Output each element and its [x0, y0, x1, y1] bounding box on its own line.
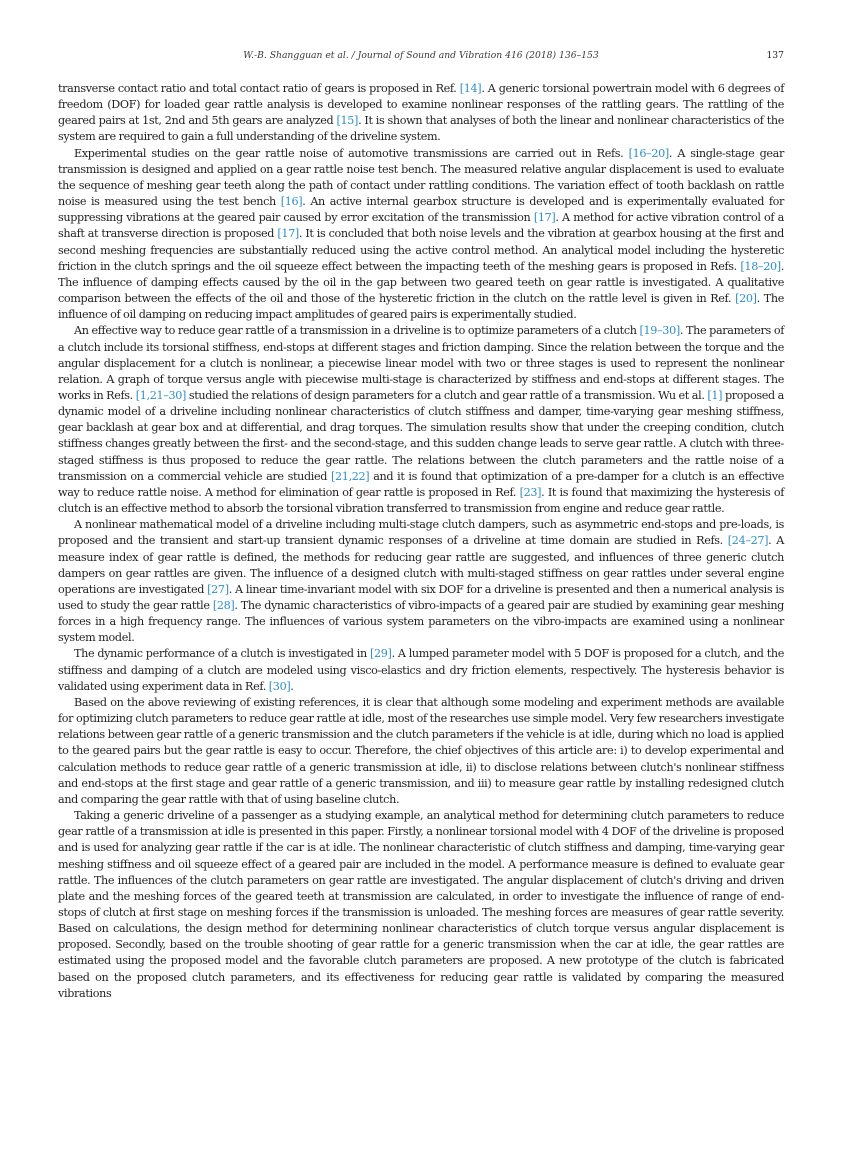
citation-link[interactable]: [30] — [268, 679, 291, 693]
citation-link[interactable]: [17] — [277, 227, 299, 241]
citation-link[interactable]: [20] — [735, 292, 757, 306]
paragraph — [58, 695, 784, 808]
text-run: . A linear time-invariant model with six DOF for a driveline is presented and then a numerical analysis is used to study the gear rattle — [58, 582, 784, 612]
text-run: and it is found that optimization of a pre-damper for a clutch is an effective way to reduce rattle noise. A method for elimination of gear rattle is proposed in Ref. — [58, 469, 785, 499]
citation-link[interactable]: [23] — [519, 485, 542, 499]
text-run: . A method for active vibration control of a shaft at transverse direction is proposed — [58, 211, 784, 241]
text-run: The dynamic performance of a clutch is investigated in — [74, 647, 370, 661]
page — [58, 50, 784, 1002]
text-run: . The parameters of a clutch include its torsional stiffness, end-stops at different stages and friction damping. Since the relation between the torque and the angular displacement for a clutch is nonlinear, a piecewise linear model with two or three stages is used to represent the nonlinear relation. A graph of torque versus angle with piecewise multi-stage is characterized by stiffness and end-stops at different stages. The works in Refs. — [58, 324, 785, 402]
citation-link[interactable]: [14] — [459, 82, 482, 95]
text-run: proposed a dynamic model of a driveline including nonlinear characteristics of clutch stiffness and damper, time-varying gear meshing stiffness, gear backlash at gear box and at differential, and drag torques. The simulation results show that under the creeping condition, clutch stiffness changes greatly between the first- and the second-stage, and this sudden change leads to serve gear rattle. A clutch with three-staged stiffness is thus proposed to reduce the gear rattle. The relations between the clutch parameters and the rattle noise of a transmission on a commercial vehicle are studied — [58, 388, 784, 483]
text-run: studied the relations of design parameters for a clutch and gear rattle of a transmission. Wu et al. — [186, 388, 708, 402]
citation-link[interactable]: [17] — [533, 211, 556, 225]
citation-link[interactable]: [28] — [212, 599, 235, 612]
text-run: . It is concluded that both noise levels and the vibration at gearbox housing at the first and second meshing frequencies are substantially reduced using the active control method. An analytical model including the hysteretic friction in the clutch springs and the oil squeeze effect between the impacting teeth of the meshing gears is proposed in Refs. — [58, 227, 784, 273]
text-run: Experimental studies on the gear rattle noise of automotive transmissions are carried out in Refs. — [74, 146, 629, 160]
page-number: 137 — [766, 50, 784, 61]
text-run: . — [290, 679, 294, 693]
text-run: . An active internal gearbox structure is developed and is experimentally evaluated for suppressing vibrations at the geared pair caused by error excitation of the transmission — [58, 195, 784, 225]
citation-link[interactable]: [29] — [369, 647, 392, 661]
text-run: . A lumped parameter model with 5 DOF is proposed for a clutch, and the stiffness and damping of a clutch are modeled using visco-elastics and dry friction elements, respectively. The hysteresis behavior is validated using experiment data in Ref. — [58, 647, 784, 693]
text-run: . The influence of oil damping on reducing impact amplitudes of geared pairs is experimentally studied. — [58, 292, 784, 322]
paragraph — [58, 646, 784, 694]
citation-link[interactable]: [24–27] — [727, 534, 769, 548]
citation-link[interactable]: [16–20] — [628, 146, 669, 160]
running-header — [58, 50, 784, 70]
paragraph — [58, 323, 784, 517]
citation-link[interactable]: [19–30] — [639, 324, 680, 338]
citation-link[interactable]: [18–20] — [740, 259, 781, 273]
citation-link[interactable]: [27] — [207, 582, 229, 596]
text-run: . A measure index of gear rattle is defined, the methods for reducing gear rattle are suggested, and influences of three generic clutch dampers on gear rattles are given. The influence of a designed clutch with multi-staged stiffness on gear rattles under several engine operations are investigated — [58, 534, 784, 596]
citation-link[interactable]: [1,21–30] — [135, 388, 187, 402]
text-run: . It is found that maximizing the hysteresis of clutch is an effective method to absorb the torsional vibration transferred to transmission from engine and reduce gear rattle. — [58, 485, 784, 516]
text-run: . A generic torsional powertrain model with 6 degrees of freedom (DOF) for loaded gear rattle analysis is developed to examine nonlinear responses of the rattling gears. The rattling of the geared pairs at 1st, 2nd and 5th gears are analyzed — [58, 82, 784, 128]
text-run: transverse contact ratio and total contact ratio of gears is proposed in Ref. — [58, 82, 460, 95]
text-run: A nonlinear mathematical model of a driveline including multi-stage clutch dampers, such as asymmetric end-stops and pre-loads, is proposed and the transient and start-up transient dynamic responses of a driveline at time domain are studied in Refs. — [58, 518, 784, 548]
text-run: Based on the above reviewing of existing references, it is clear that although some modeling and experiment methods are available for optimizing clutch parameters to reduce gear rattle at idle, most of the researches use simple model. Very few researchers investigate relations between gear rattle of a generic transmission and the clutch parameters if the vehicle is at idle, during which no load is applied to the geared pairs but the gear rattle is easy to occur. Therefore, the chief objectives of this article are: i) to develop experimental and calculation methods to reduce gear rattle of a generic transmission at idle, ii) to disclose relations between clutch's nonlinear stiffness and end-stops at the first stage and gear rattle of a generic transmission, and iii) to measure gear rattle by installing redesigned clutch and comparing the gear rattle with that of using baseline clutch. — [58, 695, 784, 806]
text-run: Taking a generic driveline of a passenger as a studying example, an analytical method for determining clutch parameters to reduce gear rattle of a transmission at idle is presented in this paper. Firstly, a nonlinear torsional model with 4 DOF of the driveline is proposed and is used for analyzing gear rattle if the car is at idle. The nonlinear characteristic of clutch stiffness and damping, time-varying gear meshing stiffness and oil squeeze effect of a geared pair are included in the model. A performance measure is defined to evaluate gear rattle. The influences of the clutch parameters on gear rattle are investigated. The angular displacement of clutch's driving and driven plate and the meshing forces of the geared teeth at transmission are calculated, in order to investigate the influence of range of end-stops of clutch at first stage on meshing forces if the transmission is unloaded. The meshing forces are measures of gear rattle severity. Based on calculations, the design method for determining nonlinear characteristics of clutch torque versus angular displacement is proposed. Secondly, based on the trouble shooting of gear rattle for a generic transmission when the car at idle, the gear rattles are estimated using the proposed model and the favorable clutch parameters are proposed. A new prototype of the clutch is fabricated based on the proposed clutch parameters, and its effectiveness for reducing gear rattle is validated by comparing the measured vibrations — [58, 809, 784, 1000]
text-run: . A single-stage gear transmission is designed and applied on a gear rattle noise test bench. The measured relative angular displacement is used to evaluate the sequence of meshing gear teeth along the path of contact under rattling conditions. The variation effect of tooth backlash on rattle noise is measured using the test bench — [58, 146, 784, 209]
citation-link[interactable]: [15] — [336, 114, 359, 128]
text-run: . It is shown that analyses of both the linear and nonlinear characteristics of the system are required to gain a full understanding of the driveline system. — [58, 114, 784, 144]
citation-link[interactable]: [16] — [280, 195, 303, 209]
text-run: . The influence of damping effects caused by the oil in the gap between two geared teeth on gear rattle is investigated. A qualitative comparison between the effects of the oil and those of the hysteretic friction in the clutch on the rattle level is given in Ref. — [58, 259, 784, 306]
text-run: . The dynamic characteristics of vibro-impacts of a geared pair are studied by examining gear meshing forces in a high frequency range. The influences of various system parameters on the vibro-impacts are examined using a nonlinear system model. — [58, 599, 784, 645]
running-title: W.-B. Shangguan et al. / Journal of Sound and Vibration 416 (2018) 136–153 — [243, 50, 599, 61]
text-run: An effective way to reduce gear rattle of a transmission in a driveline is to optimize parameters of a clutch — [74, 324, 640, 338]
paragraph — [58, 517, 784, 646]
paragraph — [58, 146, 784, 324]
paragraph — [58, 808, 784, 1002]
article-body — [58, 81, 784, 1002]
citation-link[interactable]: [21,22] — [331, 469, 370, 483]
paragraph — [58, 81, 784, 146]
citation-link[interactable]: [1] — [707, 388, 723, 402]
